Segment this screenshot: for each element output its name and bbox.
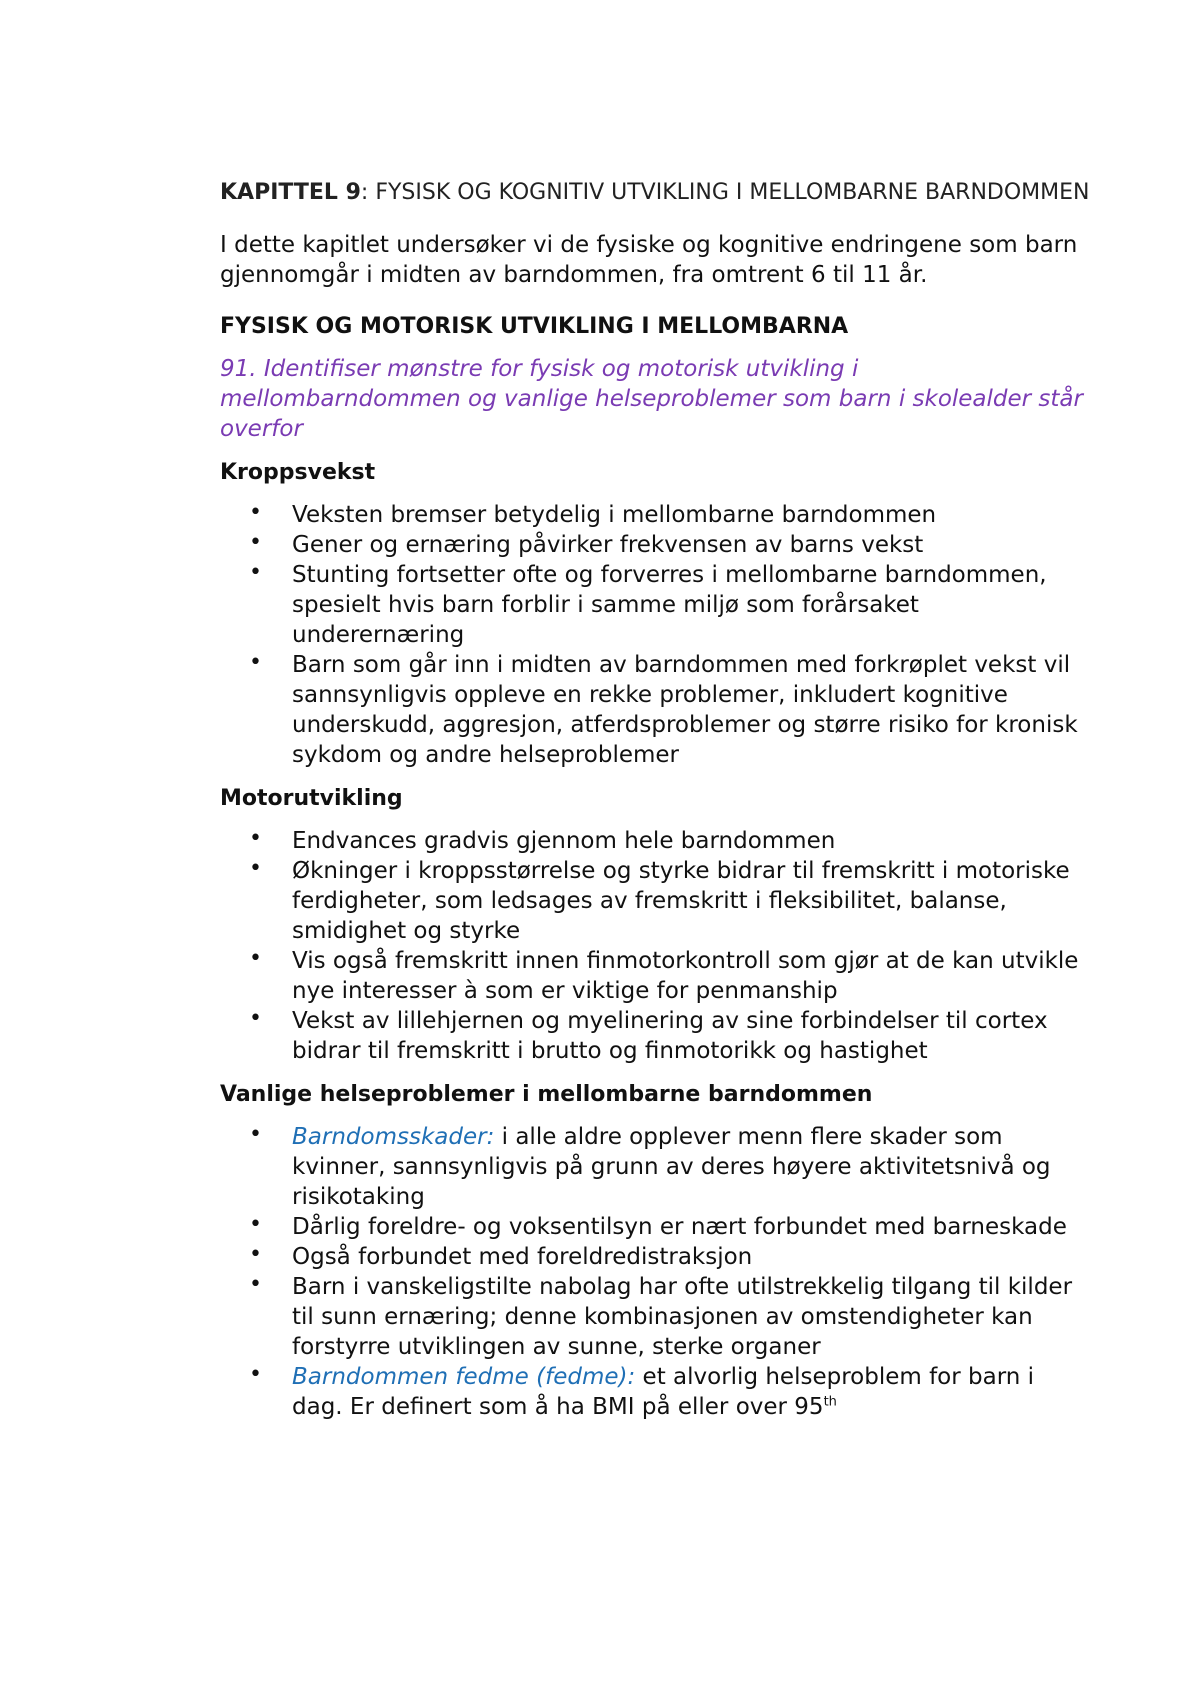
chapter-number: KAPITTEL 9 <box>220 180 361 205</box>
list-item: • Barn som går inn i midten av barndommen med forkrøplet vekst vil sannsynligvis oppleve en rekke problemer, inkludert kognitive underskudd, aggresjon, atferdsproblemer og større risiko for kronisk sykdom og andre helseproblemer <box>249 650 1078 768</box>
list-item: • Dårlig foreldre- og voksentilsyn er nært forbundet med barneskade <box>249 1212 1067 1240</box>
intro-paragraph: I dette kapitlet undersøker vi de fysiske og kognitive endringene som barn gjennomgår i midten av barndommen, fra omtrent 6 til 11 år. <box>220 232 1078 288</box>
list-item: • Vekst av lillehjernen og myelinering av sine forbindelser til cortex bidrar til fremskritt i brutto og finmotorikk og hastighet <box>249 1006 1048 1064</box>
list-item: • Endvances gradvis gjennom hele barndommen <box>249 826 836 854</box>
list-item: • Stunting fortsetter ofte og forverres i mellombarne barndommen, spesielt hvis barn forblir i samme miljø som forårsaket underernæring <box>249 560 1047 648</box>
document-content <box>220 178 1090 1436</box>
bullet-icon: • <box>249 1212 262 1237</box>
list-item: • Barndommen fedme (fedme): et alvorlig helseproblem for barn i dag. Er definert som å ha BMI på eller over 95th <box>249 1362 1035 1420</box>
subheading-helseproblemer: Vanlige helseproblemer i mellombarne barndommen <box>220 1082 873 1107</box>
bullet-icon: • <box>249 856 262 881</box>
list-item: • Barndomsskader: i alle aldre opplever menn flere skader som kvinner, sannsynligvis på grunn av deres høyere aktivitetsnivå og risikotaking <box>249 1122 1051 1210</box>
list-motorutvikling <box>220 826 1090 1066</box>
bullet-icon: • <box>249 946 262 971</box>
bullet-icon: • <box>249 1362 262 1387</box>
list-item: • Vis også fremskritt innen finmotorkontroll som gjør at de kan utvikle nye interesser à som er viktige for penmanship <box>249 946 1079 1004</box>
section-title: FYSISK OG MOTORISK UTVIKLING I MELLOMBARNA <box>220 314 849 339</box>
learning-objective: 91. Identifiser mønstre for fysisk og motorisk utvikling i mellombarndommen og vanlige helseproblemer som barn i skolealder står overfor <box>220 356 1083 442</box>
bullet-icon: • <box>249 530 262 555</box>
superscript-th: th <box>823 1394 837 1410</box>
bullet-icon: • <box>249 1122 262 1147</box>
list-item: • Gener og ernæring påvirker frekvensen av barns vekst <box>249 530 924 558</box>
term-barndomsskader: Barndomsskader: <box>292 1124 495 1150</box>
bullet-icon: • <box>249 1272 262 1297</box>
bullet-icon: • <box>249 560 262 585</box>
list-item: • Økninger i kroppsstørrelse og styrke bidrar til fremskritt i motoriske ferdigheter, som ledsages av fremskritt i fleksibilitet, balanse, smidighet og styrke <box>249 856 1070 944</box>
list-item: • Veksten bremser betydelig i mellombarne barndommen <box>249 500 937 528</box>
list-item: • Barn i vanskeligstilte nabolag har ofte utilstrekkelig tilgang til kilder til sunn ernæring; denne kombinasjonen av omstendigheter kan forstyrre utviklingen av sunne, sterke organer <box>249 1272 1073 1360</box>
list-kroppsvekst <box>220 500 1090 770</box>
bullet-icon: • <box>249 826 262 851</box>
chapter-heading <box>220 178 1090 208</box>
bullet-icon: • <box>249 650 262 675</box>
subheading-motorutvikling: Motorutvikling <box>220 786 403 811</box>
bullet-icon: • <box>249 1006 262 1031</box>
list-item: • Også forbundet med foreldredistraksjon <box>249 1242 753 1270</box>
term-fedme: Barndommen fedme (fedme): <box>292 1364 636 1390</box>
subheading-kroppsvekst: Kroppsvekst <box>220 460 376 485</box>
bullet-icon: • <box>249 1242 262 1267</box>
chapter-title: : FYSISK OG KOGNITIV UTVIKLING I MELLOMBARNE BARNDOMMEN <box>360 180 1090 205</box>
list-helseproblemer <box>220 1122 1090 1422</box>
bullet-icon: • <box>249 500 262 525</box>
